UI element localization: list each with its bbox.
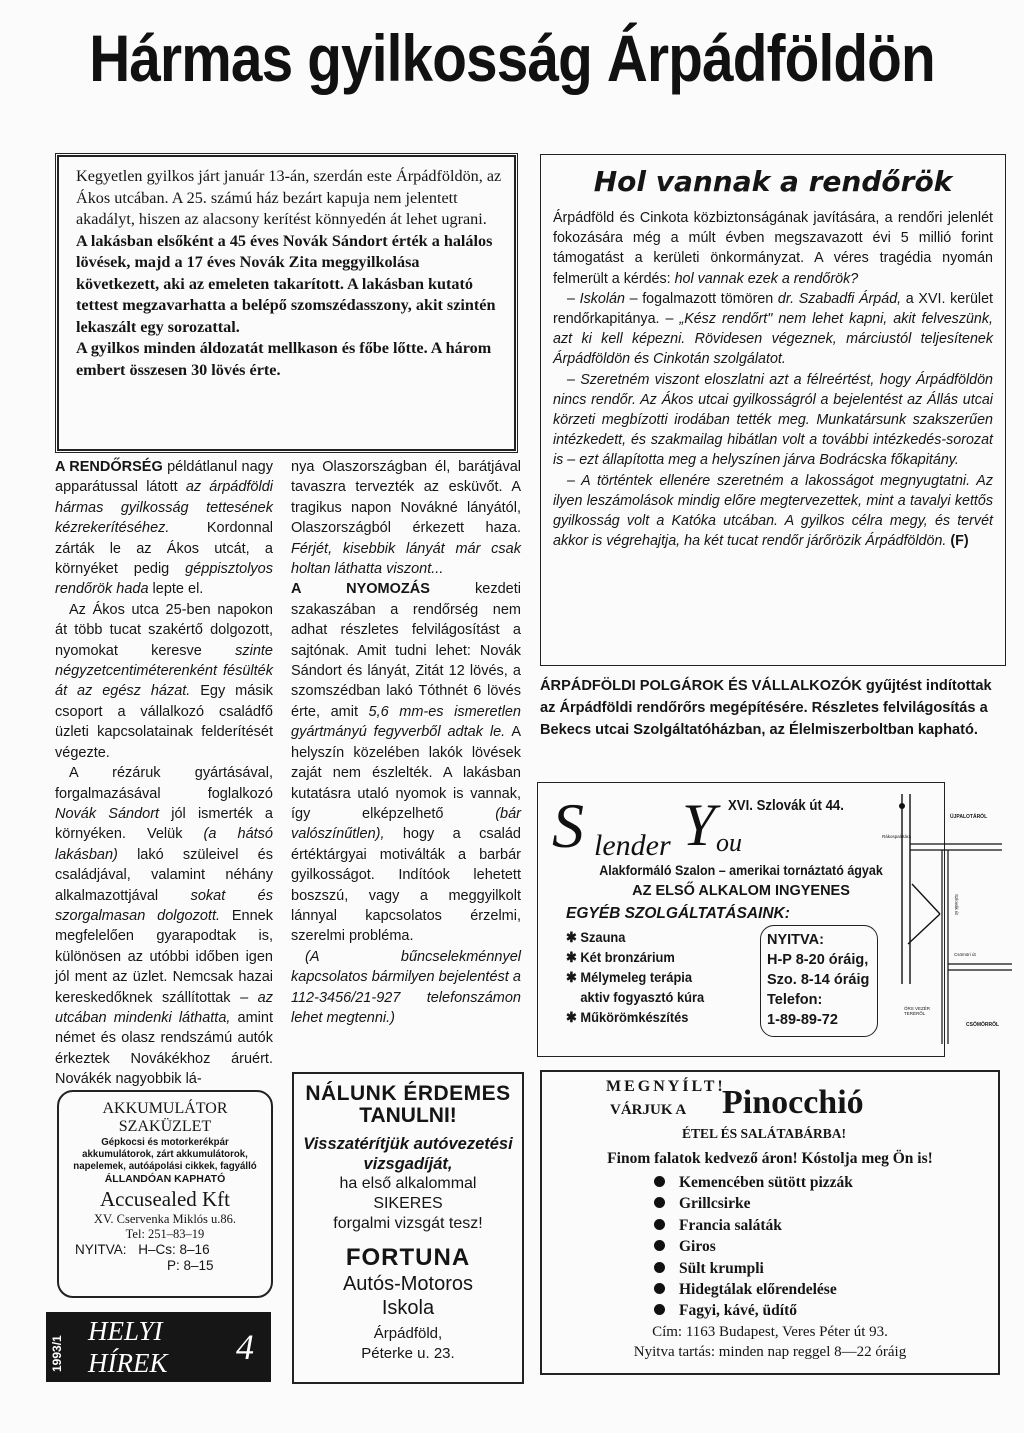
akku-hours <box>59 1242 271 1274</box>
map-label: Rákospalotára <box>882 834 912 839</box>
author-signature: (F) <box>946 533 969 550</box>
text-run: Novák Sándort <box>55 805 160 822</box>
text-run: az utcában mindenki láthatta, <box>55 989 273 1026</box>
hours-line: H-P 8-20 óráig, <box>767 952 869 968</box>
list-item <box>654 1215 853 1236</box>
fortuna-school-2: Iskola <box>381 1297 435 1319</box>
bullet-icon <box>654 1304 665 1315</box>
fortuna-address-1: Árpádföld, <box>373 1325 443 1342</box>
lead-paragraph-2: A lakásban elsőként a 45 éves Novák Sándort érték a halálos lövések, majd a 17 éves Novák Zita meggyilkolása következett, aki az emeleten takarított. A lakásban kutató tettest megzavarhatta a belépő szomszédasszony, akit szintén lekaszált egy sorozattal. <box>76 231 496 336</box>
akku-title-1: AKKUMULÁTOR <box>102 1100 228 1117</box>
text-run: Egy másik csoport a vállalkozó családfő üzleti kapcsolatainak felderítését végezte. <box>55 683 273 761</box>
col2-paragraph-3 <box>291 947 521 1029</box>
text-run: dr. Szabadfi Árpád, <box>777 290 902 307</box>
text-run: nya Olaszországban él, barátjával tavaszra tervezték az esküvőt. A tragikus napon Novákné lányától, Olaszországból érkezett haza. <box>291 459 521 537</box>
text-run: A helyszín közelében lakók lövések zaját nem észlelték. A lakásban kutatásra utaló nyomok is vannak, így elképzelhető <box>291 724 521 822</box>
pinocchio-subtitle: ÉTEL ÉS SALÁTABÁRBA! <box>682 1126 847 1141</box>
footer-title-1: HELYI <box>88 1316 163 1346</box>
service-item <box>566 927 750 947</box>
text-run: jól ismerték a környéken. Velük <box>55 805 273 843</box>
battery-shop-ad <box>57 1090 273 1298</box>
map-label: ÖRS VEZÉR TERÉRŐL <box>904 1006 931 1016</box>
text-run: Francia saláták <box>679 1216 782 1234</box>
slender-address: XVI. Szlovák út 44. <box>728 797 844 814</box>
sidebar-article-box <box>540 154 1006 666</box>
sidebar-paragraph-1 <box>553 208 993 289</box>
col1-paragraph-1 <box>55 457 273 600</box>
text-run: Iskolán <box>579 290 625 307</box>
footer-title-2: HÍREK <box>88 1348 168 1378</box>
sidebar-article-body <box>553 208 993 551</box>
article-column-2 <box>291 457 521 1028</box>
slender-you-logo <box>548 789 758 869</box>
col1-cap: A RENDŐRSÉG <box>55 459 163 475</box>
text-run: szinte négyzetcentiméterenként fésülték át az egész házat. <box>55 642 273 700</box>
pinocchio-address: Cím: 1163 Budapest, Veres Péter út 93. <box>652 1324 888 1340</box>
text-run: (bár valószínűtlen), <box>291 805 521 843</box>
sidebar-paragraph-2 <box>553 289 993 370</box>
text-run: Sült krumpli <box>679 1259 764 1277</box>
pinocchio-ad <box>540 1070 1000 1375</box>
list-item <box>654 1172 853 1193</box>
text-run: (a hátsó lakásban) <box>55 826 273 863</box>
map-label: Szlovák út <box>954 894 959 915</box>
text-run: Árpádföld és Cinkota közbiztonságának javítására, a rendőri jelenlét fokozására még a múlt évben megszavazott évi 5 millió forint támogatást a kerületi önkormányzat. A véres tragédia nyomán felmerült a kérdés: <box>553 210 993 287</box>
text-run: Giros <box>679 1238 716 1256</box>
asterisk-icon: ✱ <box>566 969 581 985</box>
text-run: Hidegtálak előrendelése <box>679 1281 837 1299</box>
asterisk-icon: ✱ <box>566 1009 581 1025</box>
text-run: hol vannak ezek a rendőrök? <box>674 270 859 287</box>
text-run: A rézáruk gyártásával, forgalmazásával foglalkozó <box>55 765 273 802</box>
appeal-caps: ÁRPÁDFÖLDI POLGÁROK ÉS VÁLLALKOZÓK <box>540 678 862 694</box>
slender-hours-box <box>760 925 878 1037</box>
service-item <box>566 967 750 1007</box>
pinocchio-menu-list <box>654 1172 853 1322</box>
logo-letter-s: S <box>552 790 584 861</box>
logo-letter-y: Y <box>682 792 716 858</box>
text-run: az árpádföldi hármas gyilkosság tettesének kézrekerítéséhez. <box>55 479 273 537</box>
map-label: ÚJPALOTÁRÓL <box>950 814 988 820</box>
list-item <box>654 1258 853 1279</box>
lead-box <box>55 153 518 453</box>
text-run: – fogalmazott tömören <box>624 290 778 307</box>
sidebar-paragraph-4 <box>553 471 993 552</box>
text-run: Az Ákos utca 25-ben napokon át több tucat szakértő dolgozott, nyomokat keresve <box>55 601 273 659</box>
service-item <box>566 947 750 967</box>
hours-label: NYITVA: <box>75 1242 127 1257</box>
asterisk-icon: ✱ <box>566 949 581 965</box>
driving-school-ad <box>292 1072 524 1384</box>
text-run: Grillcsirke <box>679 1195 751 1213</box>
pinocchio-name: Pinocchió <box>722 1084 864 1121</box>
map-label: CSÖMÖRRŐL <box>966 1022 1000 1028</box>
asterisk-icon: ✱ <box>566 929 581 945</box>
slender-services-list <box>566 927 750 1027</box>
fortuna-refund: Visszatérítjük autóvezetési vizsgadíját, <box>303 1135 513 1173</box>
col2-cap: A NYOMOZÁS <box>291 581 430 598</box>
sidebar-article-title: Hol vannak a rendőrök <box>593 165 953 198</box>
text-run: Műkörömkészítés <box>580 1009 689 1025</box>
pinocchio-opened: MEGNYÍLT! <box>606 1078 726 1095</box>
bullet-icon <box>654 1197 665 1208</box>
text-run: – A történtek ellenére szeretném a lakosságot megnyugtatni. Az ilyen leszámolások mindig előre megtervezettek, mint a tavalyi kettős gyilkosság volt a Katóka utcában. A gyilkos célra megy, és tervét akkor is végrehajtja, ha két tucat rendőr járőrözik Árpádföldön. <box>553 472 993 550</box>
text-run: sokat és szorgalmasan dolgozott. <box>55 887 273 924</box>
text-run: lakó szüleivel és családjával, valamint néhány alkalmazottjával <box>55 846 273 904</box>
hours-line: Szo. 8-14 óráig <box>767 972 870 988</box>
list-item <box>654 1300 853 1321</box>
list-item <box>654 1193 853 1214</box>
text-run: Ennek megfelelően gyarapodtak is, különösen az utóbbi időben igen jól ment az üzlet. Nemcsak hazai kereskedőknek szállítottak – <box>55 907 273 1006</box>
hours-line: H–Cs: 8–16 <box>138 1242 210 1257</box>
fortuna-school-1: Autós-Motoros <box>342 1273 474 1295</box>
logo-word-ou: ou <box>716 828 742 857</box>
pinocchio-tagline: Finom falatok kedvező áron! Kóstolja meg Ön is! <box>607 1150 933 1167</box>
page-number: 4 <box>236 1327 254 1367</box>
akku-always: ÁLLANDÓAN KAPHATÓ <box>104 1173 226 1185</box>
bullet-icon <box>654 1240 665 1251</box>
text-run: hogy a család értéktárgyai motiválták a barbár gyilkosságot. Indítóok lehetett boszszú, vagy a meggyilkolt lánnyal kapcsolatos érzelmi, szerelmi probléma. <box>291 826 521 945</box>
hours-line: P: 8–15 <box>167 1258 214 1273</box>
fortuna-exam: forgalmi vizsgát tesz! <box>333 1215 483 1232</box>
akku-tel: Tel: 251–83–19 <box>125 1227 205 1241</box>
list-item <box>654 1279 853 1300</box>
text-run: géppisztolyos rendőrök hada <box>55 561 273 598</box>
col1-paragraph-3 <box>55 763 273 1090</box>
fortuna-address-2: Péterke u. 23. <box>361 1345 455 1362</box>
sidebar-paragraph-3 <box>553 370 993 471</box>
bullet-icon <box>654 1262 665 1273</box>
list-item <box>654 1236 853 1257</box>
text-run: Kordonnal zárták le az Ákos utcát, a környéket pedig <box>55 520 273 578</box>
appeal-text: gyűjtést indítottak az Árpádföldi rendőrőrs megépítésére. Részletes felvilágosítás a Bekecs utcai Szolgáltatóházban, az Élelmiszerboltban kapható. <box>540 678 992 738</box>
article-column-1 <box>55 457 273 1090</box>
text-run: a XVI. kerület rendőrkapitánya. – <box>553 290 994 328</box>
fortuna-condition: ha első alkalommal <box>339 1175 477 1192</box>
bullet-icon <box>654 1176 665 1187</box>
map-label: Csömöri út <box>954 952 976 957</box>
text-run: példátlanul nagy apparátussal látott <box>55 459 273 496</box>
location-map <box>882 784 1016 1054</box>
service-item <box>566 1007 750 1027</box>
text-run: Fagyi, kávé, üdítő <box>679 1302 797 1320</box>
map-roads-graphic <box>882 784 1016 1054</box>
collection-appeal <box>540 676 1010 741</box>
col1-paragraph-2 <box>55 600 273 763</box>
lead-paragraph-3: A gyilkos minden áldozatát mellkason és főbe lőtte. A három embert összesen 30 lövés érte. <box>76 339 492 379</box>
slender-services-title: EGYÉB SZOLGÁLTATÁSAINK: <box>566 905 790 922</box>
text-run: Férjét, kisebbik lányát már csak holtan láthatta viszont... <box>291 540 521 578</box>
fortuna-brand: FORTUNA <box>345 1244 471 1271</box>
slender-line-2: AZ ELSŐ ALKALOM INGYENES <box>632 883 850 899</box>
phone-label: Telefon: <box>767 992 823 1008</box>
issue-number: 1993/1 <box>50 1335 64 1372</box>
headline: Hármas gyilkosság Árpádföldön <box>89 21 935 95</box>
col2-paragraph-1 <box>291 457 521 579</box>
text-run: kezdeti szakaszában a rendőrség nem adhat részletes felvilágosítást a sajtónak. Amit tudni lehet: Novák Sándort és lányát, Zitát 12 lövés, a szomszédban lakó Tóthnét 6 lövés érte, amit <box>291 581 521 720</box>
footer-masthead <box>46 1312 271 1382</box>
pinocchio-await: VÁRJUK A <box>610 1102 687 1118</box>
akku-company: Accusealed Kft <box>99 1187 231 1211</box>
text-run: (A bűncselekménnyel kapcsolatos bármilyen bejelentést a 112-3456/21-927 telefonszámon lehet megtenni.) <box>291 948 521 1026</box>
akku-address: XV. Cservenka Miklós u.86. <box>93 1212 237 1226</box>
text-run: – <box>567 290 580 307</box>
text-run: – Szeretném viszont eloszlatni azt a félreértést, hogy Árpádföldön nincs rendőr. Az Ákos utcai gyilkosságról a bejelentést az Állás utcai körzeti megbízotti irodában tették meg. Munkatársunk szakszerűen intézkedett, és szakmailag hibátlan volt a további intézkedés-sorozat is – ezt állapította meg a helyszínen járva Bodrácska főkapitány. <box>553 371 993 469</box>
pinocchio-hours: Nyitva tartás: minden nap reggel 8—22 óráig <box>633 1344 907 1360</box>
text-run: 5,6 mm-es ismeretlen gyártmányú fegyverből adtak le. <box>291 703 521 741</box>
text-run: Mélymeleg terápia aktiv fogyasztó kúra <box>580 969 705 1005</box>
fortuna-headline-1: NÁLUNK ÉRDEMES <box>305 1082 511 1105</box>
bullet-icon <box>654 1219 665 1230</box>
bullet-icon <box>654 1283 665 1294</box>
logo-word-lender: lender <box>594 829 671 862</box>
akku-title-2: SZAKÜZLET <box>118 1118 212 1135</box>
hours-title: NYITVA: <box>767 932 824 948</box>
text-run: lepte el. <box>148 581 204 598</box>
col2-paragraph-2 <box>291 579 521 946</box>
fortuna-headline-2: TANULNI! <box>359 1104 457 1127</box>
akku-description: Gépkocsi és motorkerékpár akkumulátorok, zárt akkumulátorok, napelemek, autóápolási cikkek, fagyálló <box>73 1137 257 1172</box>
text-run: amint német és olasz rendszámú autók érkeztek Novákékhoz áruért. Novákék nagyobbik lá- <box>55 1009 273 1088</box>
phone-number: 1-89-89-72 <box>767 1012 838 1028</box>
text-run: Kemencében sütött pizzák <box>679 1174 853 1191</box>
lead-paragraph-1: Kegyetlen gyilkos járt január 13-án, szerdán este Árpádföldön, az Ákos utcában. A 25. számú ház bezárt kapuja nem jelentett akadályt, hiszen az alacsony kerítést könnyedén át lehet ugrani. <box>76 167 502 228</box>
slender-line-1: Alakformáló Szalon – amerikai tornáztató ágyak <box>599 863 883 878</box>
text-run: Két bronzárium <box>580 949 675 965</box>
fortuna-success: SIKERES <box>373 1195 443 1212</box>
text-run: Szauna <box>580 929 626 945</box>
text-run: „Kész rendőrt" nem lehet kapni, akit felveszünk, azt ki kell képezni. Rövidesen végeznek, márciustól teljesítenek Árpádföldön és Cinkotán szolgálatot. <box>553 311 994 368</box>
